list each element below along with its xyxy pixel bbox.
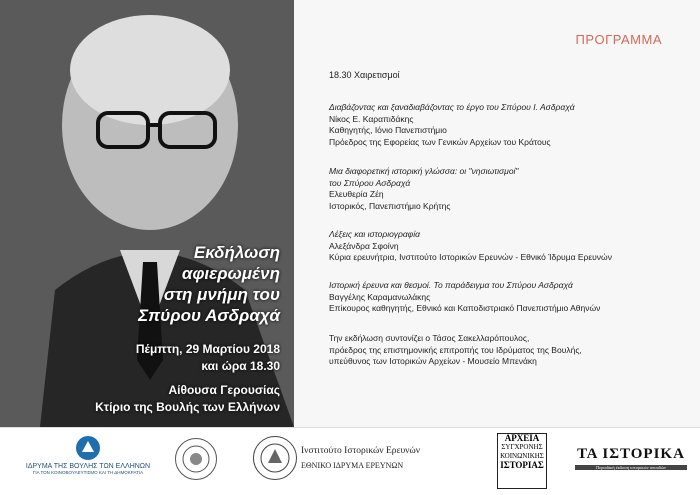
talk-title: Διαβάζοντας και ξαναδιαβάζοντας το έργο του Σπύρου Ι. Ασδραχά xyxy=(329,102,575,112)
event-time-text: και ώρα 18.30 xyxy=(201,359,280,373)
event-title-line: αφιερωμένη xyxy=(181,264,280,283)
istorika-subtitle: Περιοδική έκδοση ιστορικών σπουδών xyxy=(575,465,687,470)
talk-affiliation: Επίκουρος καθηγητής, Εθνικό και Καποδιστριακό Πανεπιστήμιο Αθηνών xyxy=(329,303,601,313)
talk-title: Λέξεις και ιστοριογραφία xyxy=(329,229,420,239)
venue-room: Αίθουσα Γερουσίας xyxy=(168,383,280,397)
program-talk xyxy=(329,229,699,264)
event-date-text: Πέμπτη, 29 Μαρτίου 2018 xyxy=(135,342,280,356)
istorika-name: ΤΑ ΙΣΤΟΡΙΚΑ xyxy=(577,446,685,462)
program-talk xyxy=(329,102,699,148)
archive-line: ΚΟΙΝΩΝΙΚΗΣ xyxy=(500,452,544,460)
talk-speaker: Βαγγέλης Καραμανωλάκης xyxy=(329,291,431,302)
program-talk xyxy=(329,280,699,315)
program-opening: 18.30 Χαιρετισμοί xyxy=(329,70,400,80)
parliament-foundation-logo xyxy=(8,436,168,475)
archive-line: ΙΣΤΟΡΙΑΣ xyxy=(500,460,544,470)
institute-subtitle: ΕΘΝΙΚΟ ΙΔΡΥΜΑ ΕΡΕΥΝΩΝ xyxy=(301,461,404,470)
talk-speaker: Νίκος Ε. Καραπιδάκης xyxy=(329,113,414,124)
social-history-archives-logo xyxy=(497,433,547,489)
sponsor-logos-bar xyxy=(0,427,700,495)
event-date xyxy=(60,341,280,375)
talk-title-continued: του Σπύρου Ασδραχά xyxy=(329,177,411,188)
event-venue xyxy=(40,382,280,416)
institute-name: Ινστιτούτο Ιστορικών Ερευνών xyxy=(301,446,421,456)
talk-title: Μια διαφορετική ιστορική γλώσσα: οι "νησιωτισμοί" xyxy=(329,166,519,176)
talk-speaker: Αλεξάνδρα Σφοίνη xyxy=(329,240,399,251)
event-title xyxy=(80,242,280,326)
foundation-triangle-icon xyxy=(76,436,100,460)
institute-seal-icon xyxy=(253,436,297,480)
talk-affiliation: Ιστορικός, Πανεπιστήμιο Κρήτης xyxy=(329,200,451,211)
archive-line: ΣΥΓΧΡΟΝΗΣ xyxy=(501,443,543,451)
talk-affiliation: Καθηγητής, Ιόνιο Πανεπιστήμιο xyxy=(329,125,447,135)
event-title-line: Σπύρου Ασδραχά xyxy=(138,306,280,325)
event-title-line: στη μνήμη του xyxy=(163,285,280,304)
talk-speaker: Ελευθερία Ζέη xyxy=(329,189,384,199)
foundation-name: ΙΔΡΥΜΑ ΤΗΣ ΒΟΥΛΗΣ ΤΩΝ ΕΛΛΗΝΩΝ xyxy=(25,463,151,470)
historical-research-institute-logo xyxy=(253,436,475,482)
ta-istorika-logo xyxy=(575,446,687,470)
foundation-subtitle: ΓΙΑ ΤΟΝ ΚΟΙΝΟΒΟΥΛΕΥΤΙΣΜΟ ΚΑΙ ΤΗ ΔΗΜΟΚΡΑΤΙΑ xyxy=(32,470,144,475)
program-coordinator xyxy=(329,333,699,368)
event-title-line: Εκδήλωση xyxy=(193,243,280,262)
talk-affiliation: Πρόεδρος της Εφορείας των Γενικών Αρχείων του Κράτους xyxy=(329,136,551,147)
talk-affiliation: Κύρια ερευνήτρια, Ινστιτούτο Ιστορικών Ερευνών - Εθνικό Ίδρυμα Ερευνών xyxy=(329,252,612,262)
archive-line: ΑΡΧΕΙΑ xyxy=(504,433,540,443)
program-talk xyxy=(329,166,699,212)
coordinator-line: υπεύθυνος των Ιστορικών Αρχείων - Μουσείο Μπενάκη xyxy=(329,356,537,366)
coordinator-line: πρόεδρος της επιστημονικής επιτροπής του Ιδρύματος της Βουλής, xyxy=(329,344,582,355)
talk-title: Ιστορική έρευνα και θεσμοί. Το παράδειγμα του Σπύρου Ασδραχά xyxy=(329,280,573,290)
university-seal-icon xyxy=(175,438,217,480)
poster-left-panel xyxy=(0,0,294,427)
program-panel xyxy=(294,0,700,427)
venue-building: Κτίριο της Βουλής των Ελλήνων xyxy=(95,400,280,414)
program-heading: ΠΡΟΓΡΑΜΜΑ xyxy=(575,32,662,47)
coordinator-line: Την εκδήλωση συντονίζει ο Τάσος Σακελλαρόπουλος, xyxy=(329,333,530,343)
